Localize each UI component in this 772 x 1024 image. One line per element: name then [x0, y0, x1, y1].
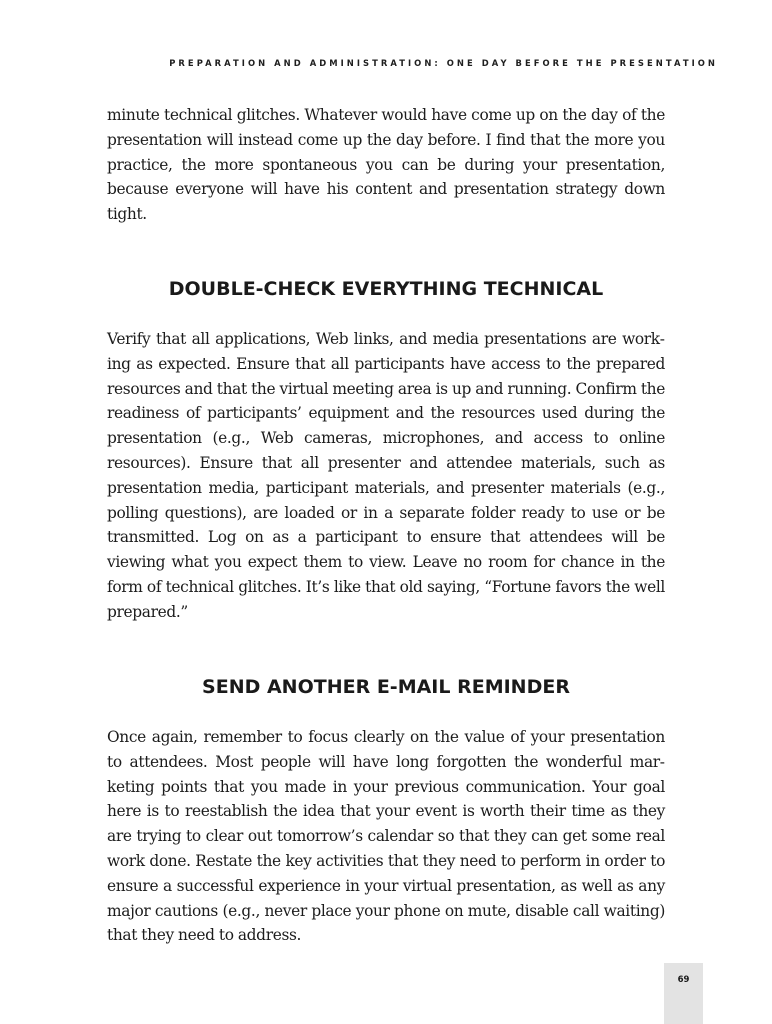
body-paragraph-2: Verify that all applications, Web links, and media presentations are working as expected. Ensure that all participants have access to the prepared resources and that the virtual meeting area is up and running. Confirm the readiness of participants’ equipment and the resources used during the presentation (e.g., Web cameras, microphones, and access to online resources). Ensure that all presenter and attendee materials, such as presentation media, participant materials, and presenter materials (e.g., polling questions), are loaded or in a separate folder ready to use or be transmitted. Log on as a participant to ensure that attendees will be viewing what you expect them to view. Leave no room for chance in the form of technical glitches. It’s like that old saying, “Fortune favors the well prepared.”	[107, 330, 665, 621]
page-number-tab	[664, 963, 703, 1024]
section-heading-technical: DOUBLE-CHECK EVERYTHING TECHNICAL	[168, 278, 604, 300]
running-head: PREPARATION AND ADMINISTRATION: ONE DAY BEFORE THE PRESENTATION	[169, 58, 718, 68]
section-heading-email-reminder: SEND ANOTHER E-MAIL REMINDER	[202, 676, 570, 698]
body-paragraph-1: minute technical glitches. Whatever would have come up on the day of the presentation will instead come up the day before. I find that the more you practice, the more spontaneous you can be during your presentation, because everyone will have his content and presentation strategy down tight.	[107, 106, 665, 224]
page-number: 69	[677, 975, 690, 985]
body-paragraph-3: Once again, remember to focus clearly on the value of your presentation to attendees. Most people will have long forgotten the wonderful marketing points that you made in your previous communication. Your goal here is to reestablish the idea that your event is worth their time as they are trying to clear out tomorrow’s calendar so that they can get some real work done. Restate the key activities that they need to perform in order to ensure a successful experience in your virtual presentation, as well as any major cautions (e.g., never place your phone on mute, disable call waiting) that they need to address.	[107, 728, 665, 945]
